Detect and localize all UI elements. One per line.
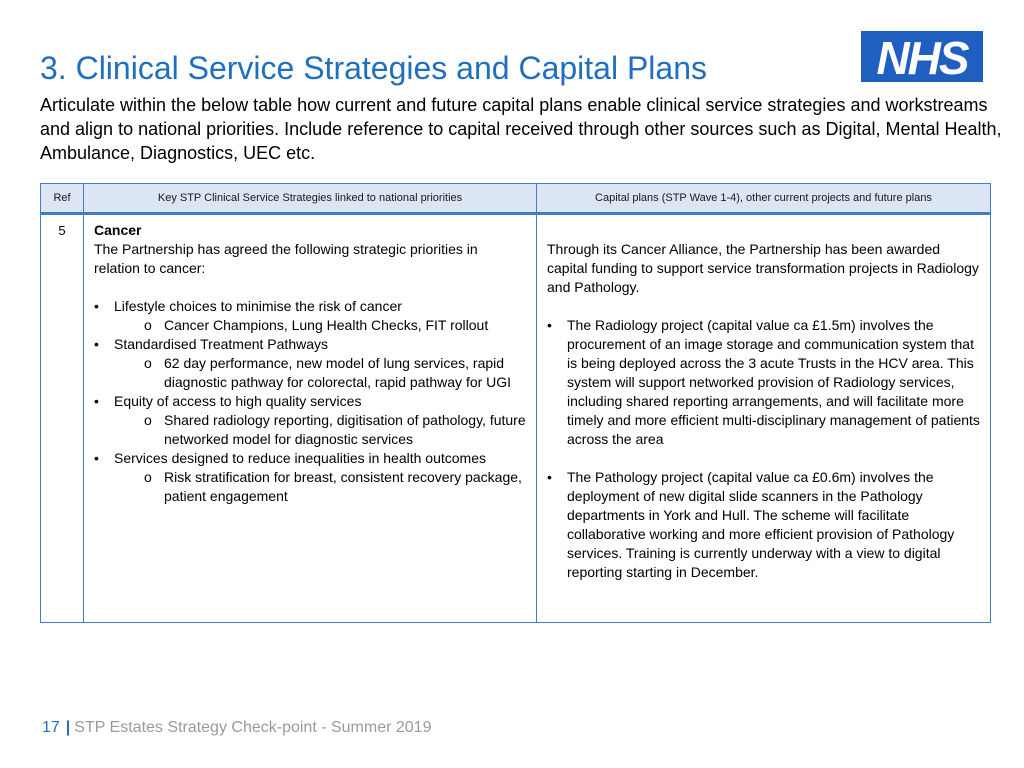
priority-subitem: o 62 day performance, new model of lung services, rapid diagnostic pathway for colorectal, rapid pathway for UGI bbox=[94, 354, 526, 392]
priority-item: • Lifestyle choices to minimise the risk of cancer bbox=[94, 297, 526, 316]
nhs-logo bbox=[861, 31, 983, 82]
capital-cell bbox=[537, 214, 991, 623]
capital-project-item: • The Radiology project (capital value ca £1.5m) involves the procurement of an image storage and communication system that is being deployed across the 3 acute Trusts in the HCV area. This system will support networked provision of Radiology services, including shared reporting arrangements, and will facilitate more timely and more efficient multi-disciplinary management of patients across the area bbox=[547, 316, 980, 449]
capital-project-item: • The Pathology project (capital value ca £0.6m) involves the deployment of new digital slide scanners in the Pathology departments in York and Hull. The scheme will facilitate collaborative working and more efficient provision of Pathology services. Training is currently underway with a view to digital reporting starting in December. bbox=[547, 468, 980, 582]
strategy-heading: Cancer bbox=[94, 222, 142, 238]
col-header-capital: Capital plans (STP Wave 1-4), other current projects and future plans bbox=[537, 184, 991, 214]
priority-subitem: o Shared radiology reporting, digitisation of pathology, future networked model for diagnostic services bbox=[94, 411, 526, 449]
capital-intro: Through its Cancer Alliance, the Partnership has been awarded capital funding to support service transformation projects in Radiology and Pathology. bbox=[547, 241, 979, 295]
strategy-intro: The Partnership has agreed the following strategic priorities in relation to cancer: bbox=[94, 241, 478, 276]
footer-separator: | bbox=[65, 719, 71, 736]
col-header-strategies: Key STP Clinical Service Strategies linked to national priorities bbox=[84, 184, 537, 214]
intro-text: Articulate within the below table how current and future capital plans enable clinical service strategies and workstreams and align to national priorities. Include reference to capital received through other sources such as Digital, Mental Health, Ambulance, Diagnostics, UEC etc. bbox=[40, 95, 1002, 163]
priority-subitem: o Cancer Champions, Lung Health Checks, FIT rollout bbox=[94, 316, 526, 335]
ref-cell: 5 bbox=[41, 214, 84, 623]
page-number: 17 bbox=[42, 719, 60, 736]
strategy-table bbox=[40, 183, 991, 623]
page-title: 3. Clinical Service Strategies and Capital Plans bbox=[40, 50, 707, 86]
table-header-row bbox=[41, 184, 991, 214]
capital-project-list bbox=[547, 316, 980, 582]
priority-item: • Equity of access to high quality services bbox=[94, 392, 526, 411]
footer bbox=[42, 719, 431, 737]
priority-item: • Standardised Treatment Pathways bbox=[94, 335, 526, 354]
col-header-ref: Ref bbox=[41, 184, 84, 214]
priority-list bbox=[94, 297, 526, 506]
table-row bbox=[41, 214, 991, 623]
footer-text: STP Estates Strategy Check-point - Summer 2019 bbox=[74, 719, 432, 736]
priority-subitem: o Risk stratification for breast, consistent recovery package, patient engagement bbox=[94, 468, 526, 506]
nhs-logo-text: NHS bbox=[876, 32, 968, 82]
strategy-cell bbox=[84, 214, 537, 623]
priority-item: • Services designed to reduce inequalities in health outcomes bbox=[94, 449, 526, 468]
